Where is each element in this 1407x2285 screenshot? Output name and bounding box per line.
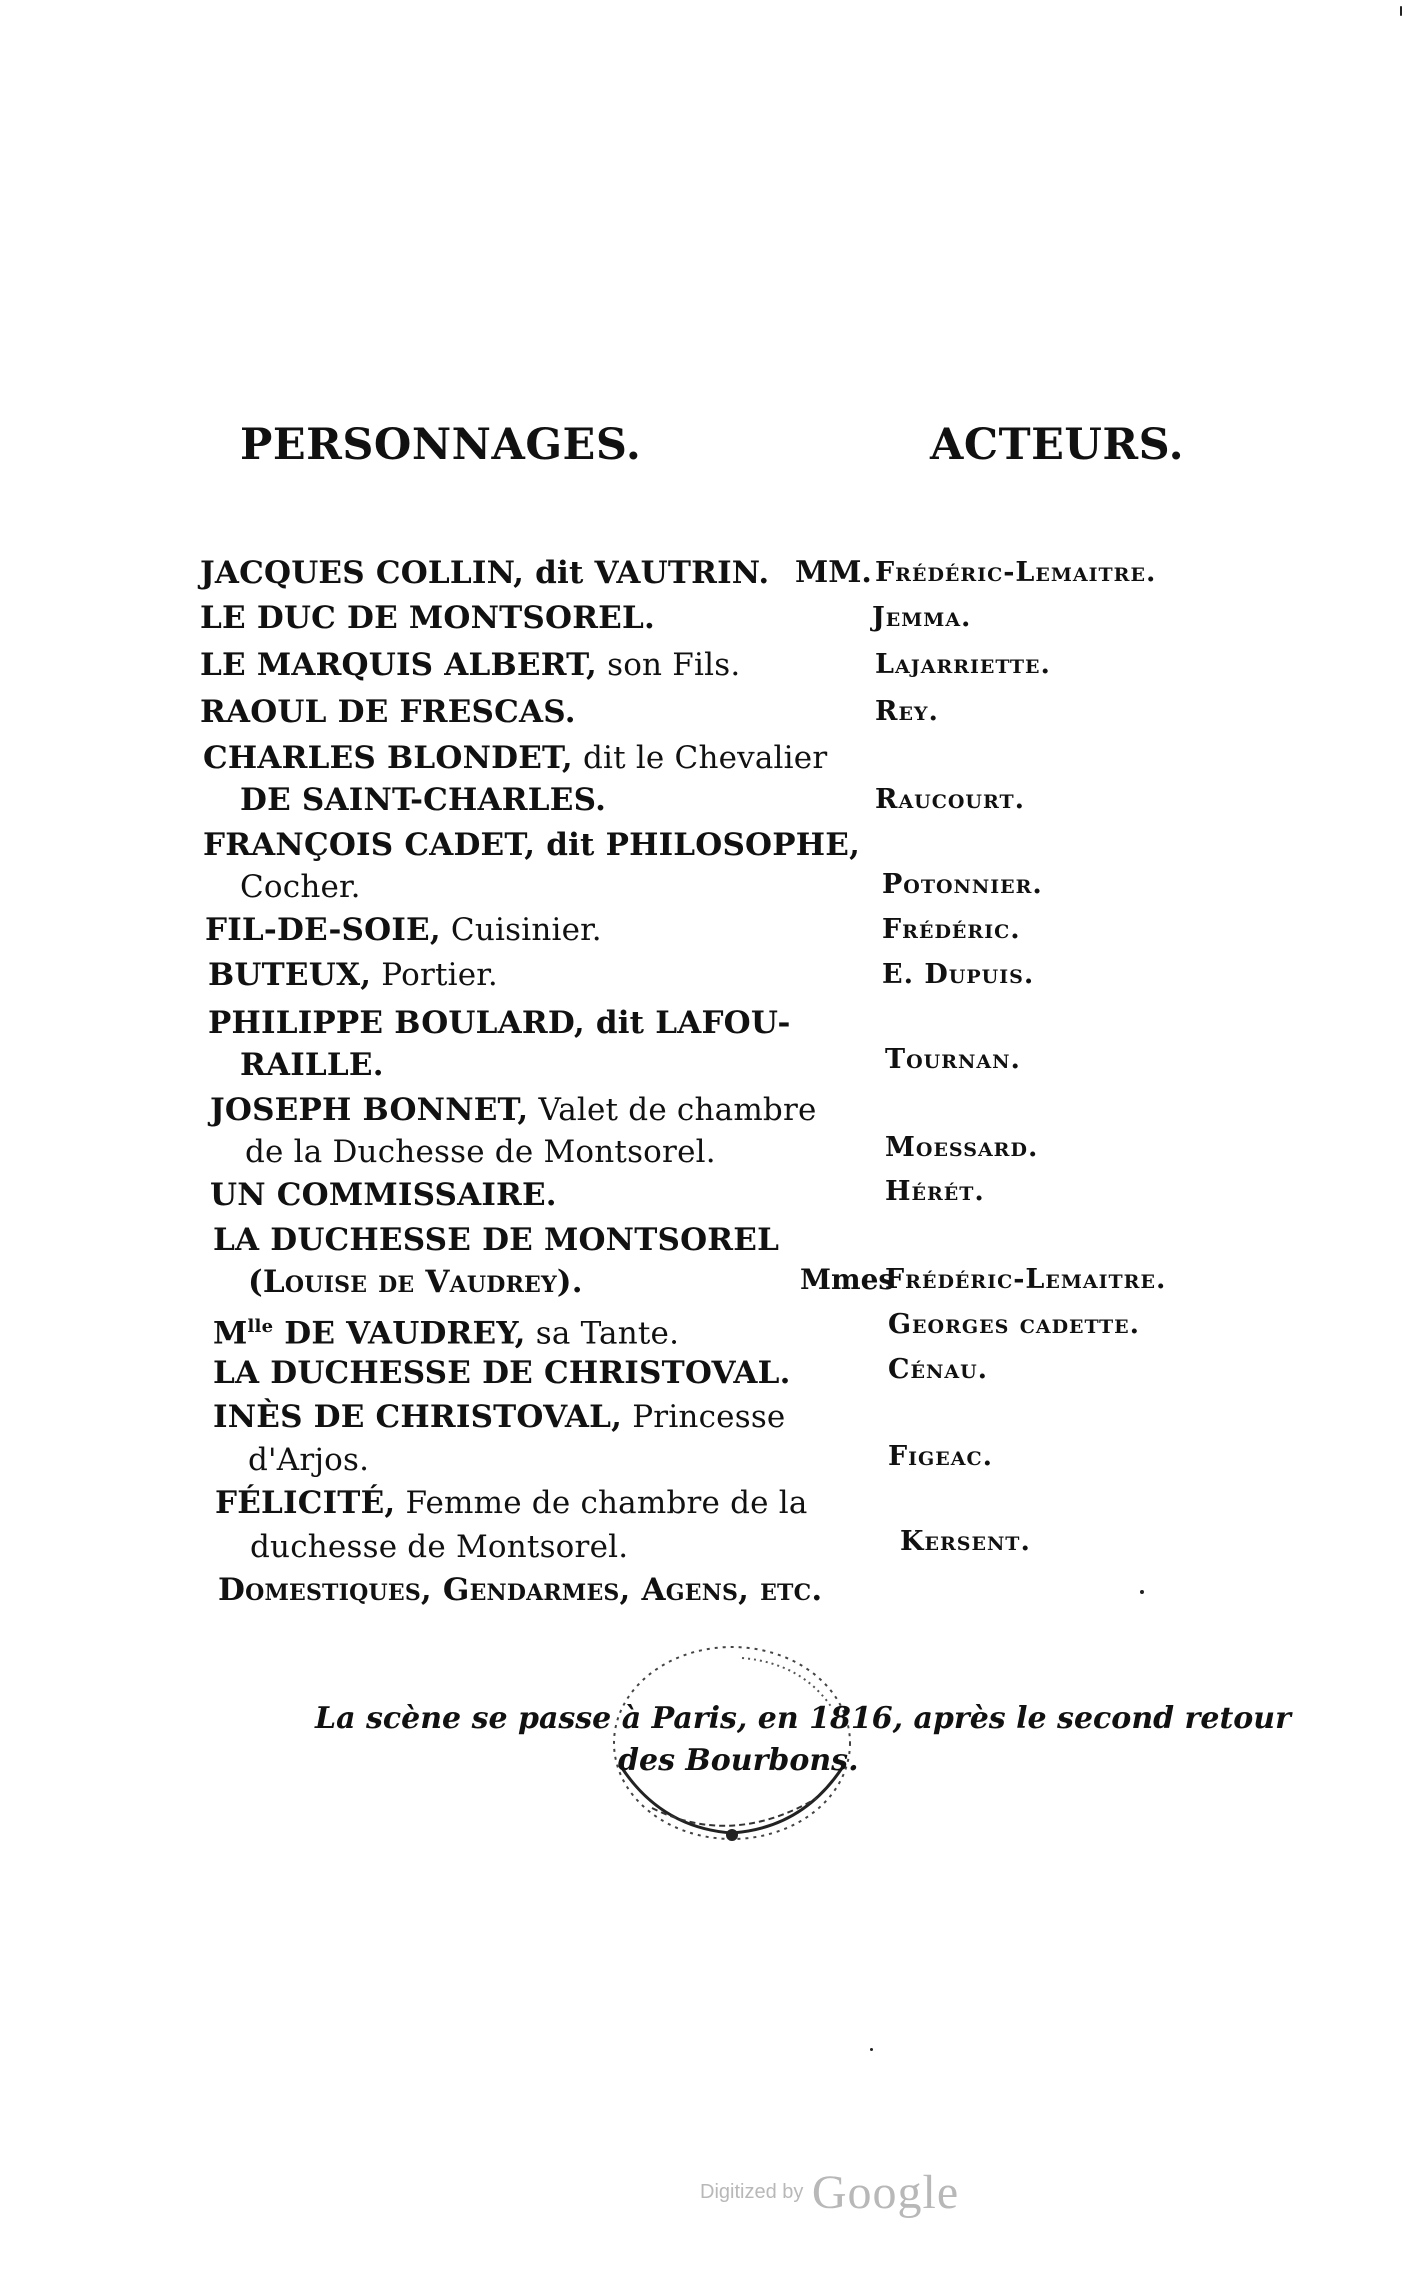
cast-actor-cenau: Cénau. <box>888 1354 989 1385</box>
cast-role-domestiques: Domestiques, Gendarmes, Agens, etc. <box>218 1572 823 1608</box>
cast-role-duc-de-montsorel: LE DUC DE MONTSOREL. <box>200 600 655 636</box>
cast-role-fil-de-soie: FIL-DE-SOIE, Cuisinier. <box>205 912 602 948</box>
watermark-brand: Google <box>811 2166 960 2219</box>
cast-actor-e-dupuis: E. Dupuis. <box>882 959 1035 990</box>
cast-role-joseph-bonnet-line2: de la Duchesse de Montsorel. <box>245 1134 716 1170</box>
cast-role-philippe-boulard: PHILIPPE BOULARD, dit LAFOU- <box>208 1005 791 1041</box>
cast-role-felicite-line2: duchesse de Montsorel. <box>250 1529 629 1565</box>
watermark-text: Digitized by <box>700 2181 804 2203</box>
cast-role-raoul-de-frescas: RAOUL DE FRESCAS. <box>200 694 576 730</box>
cast-actor-figeac: Figeac. <box>888 1441 994 1472</box>
cast-role-buteux: BUTEUX, Portier. <box>208 957 498 993</box>
cast-role-charles-blondet-line2: DE SAINT-CHARLES. <box>240 782 607 818</box>
cast-role-jacques-collin: JACQUES COLLIN, dit VAUTRIN. <box>200 555 770 591</box>
cast-actor-potonnier: Potonnier. <box>882 869 1043 900</box>
digitization-watermark <box>700 2165 959 2220</box>
cast-role-marquis-albert: LE MARQUIS ALBERT, son Fils. <box>200 647 741 683</box>
cast-actor-frederic: Frédéric. <box>882 914 1021 945</box>
print-speck <box>1400 6 1402 16</box>
cast-actor-kersent: Kersent. <box>900 1526 1031 1557</box>
cast-role-ines-de-christoval-line2: d'Arjos. <box>248 1442 370 1478</box>
cast-actor-lajarriette: Lajarriette. <box>875 649 1051 680</box>
cast-role-francois-cadet-line2: Cocher. <box>240 869 361 905</box>
scene-description: La scène se passe à Paris, en 1816, après le second retour <box>315 1701 1291 1736</box>
cast-role-duchesse-de-christoval: LA DUCHESSE DE CHRISTOVAL. <box>213 1355 791 1391</box>
cast-actor-frederic-lemaitre-2: Frédéric-Lemaitre. <box>885 1264 1167 1295</box>
cast-role-un-commissaire: UN COMMISSAIRE. <box>210 1177 557 1213</box>
cast-actor-moessard: Moessard. <box>885 1132 1039 1163</box>
cast-actor-tournan: Tournan. <box>885 1044 1021 1075</box>
cast-role-francois-cadet: FRANÇOIS CADET, dit PHILOSOPHE, <box>203 827 861 863</box>
cast-actor-heret: Hérét. <box>885 1176 985 1207</box>
print-speck <box>1140 1590 1144 1594</box>
cast-actor-georges-cadette: Georges cadette. <box>888 1309 1141 1340</box>
cast-role-charles-blondet: CHARLES BLONDET, dit le Chevalier <box>203 740 828 776</box>
cast-actor-jemma: Jemma. <box>872 602 972 633</box>
actor-prefix-mm: MM. <box>795 555 872 590</box>
heading-actors: ACTEURS. <box>930 420 1185 470</box>
cast-role-duchesse-de-montsorel-line2: (Louise de Vaudrey). <box>248 1264 583 1300</box>
cast-actor-rey: Rey. <box>875 696 939 727</box>
cast-role-mlle-de-vaudrey: $M^{lle}$ DE VAUDREY, sa Tante. <box>213 1315 680 1352</box>
cast-actor-frederic-lemaitre: Frédéric-Lemaitre. <box>875 557 1157 588</box>
cast-role-felicite: FÉLICITÉ, Femme de chambre de la <box>215 1485 808 1521</box>
print-speck <box>870 2048 873 2051</box>
scene-description-line2: des Bourbons. <box>618 1743 859 1778</box>
cast-role-duchesse-de-montsorel: LA DUCHESSE DE MONTSOREL <box>213 1222 780 1258</box>
cast-role-joseph-bonnet: JOSEPH BONNET, Valet de chambre <box>210 1092 817 1128</box>
heading-characters: PERSONNAGES. <box>240 420 642 470</box>
actor-prefix-mmes: Mmes <box>800 1263 895 1296</box>
cast-actor-raucourt: Raucourt. <box>875 784 1025 815</box>
cast-role-ines-de-christoval: INÈS DE CHRISTOVAL, Princesse <box>213 1399 786 1435</box>
cast-role-philippe-boulard-line2: RAILLE. <box>240 1047 384 1083</box>
